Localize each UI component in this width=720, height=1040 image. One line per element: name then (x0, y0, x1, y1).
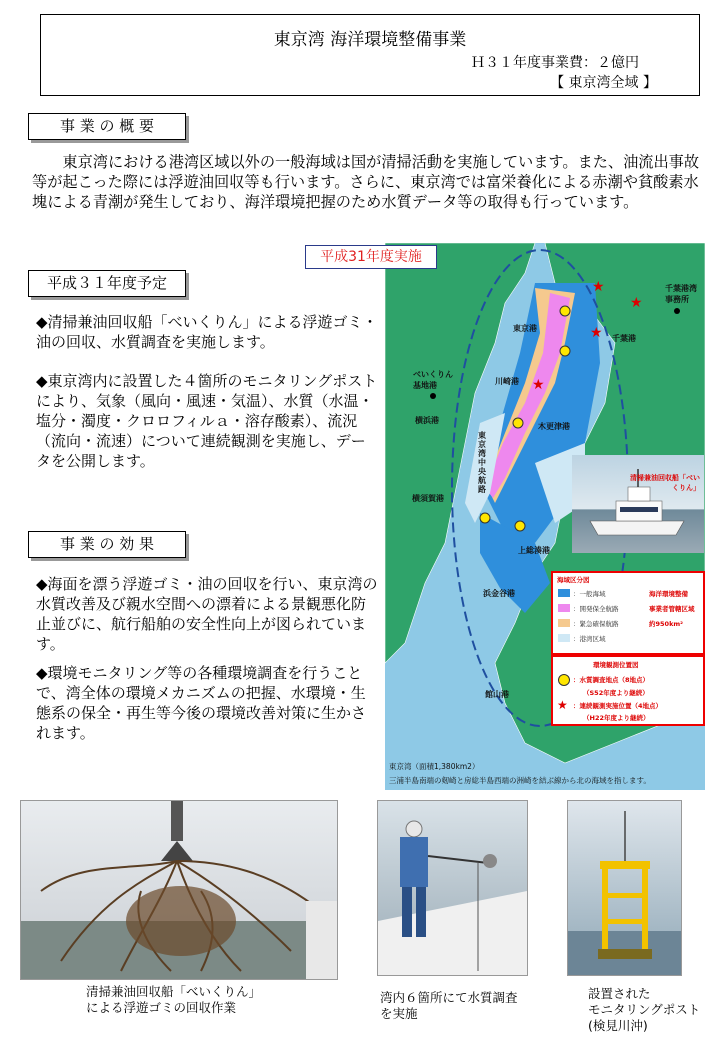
legend-area-division (551, 571, 705, 655)
photo1-caption-line1: 清掃兼油回収船「べいくりん」 (86, 984, 262, 999)
photo3-caption-line1: 設置された (588, 986, 651, 1001)
svg-text:★: ★ (630, 295, 643, 311)
yellow-point-icon (558, 674, 570, 686)
photo3-caption-line2: モニタリングポスト (588, 1002, 701, 1017)
legend-continuous-points: ：連続観測実施位置（4地点） (573, 702, 663, 710)
ship-photo (572, 455, 704, 553)
swatch-emergency (558, 619, 570, 627)
legend-note-2: 事業者管轄区域 (649, 605, 695, 613)
effect-bullet-2: ◆環境モニタリング等の各種環境調査を行うことで、湾全体の環境メカニズムの把握、水環境・生態系の保全・再生等今後の環境改善対策に生かされます。 (36, 664, 367, 742)
label-chiba-port: 千葉港 (612, 334, 636, 343)
page-title: 東京湾 海洋環境整備事業 (273, 30, 467, 50)
map-footer-1: 東京湾（面積1,380km2） (389, 762, 480, 771)
photo-water-survey (377, 800, 528, 976)
monitoring-post-icon (568, 801, 681, 975)
label-chiba-office: 千葉港湾 事務所 (665, 284, 697, 304)
title-box (40, 14, 700, 96)
label-kisarazu-port: 木更津港 (538, 422, 570, 431)
label-kawasaki-port: 川崎港 (495, 377, 519, 386)
swatch-port (558, 634, 570, 642)
svg-text:★: ★ (532, 377, 545, 393)
label-tokyo-port: 東京港 (513, 324, 537, 333)
legend-port: ：港湾区域 (573, 635, 606, 643)
photo-debris-collection (20, 800, 338, 980)
plan-bullet-2: ◆東京湾内に設置した４箇所のモニタリングポストにより、気象（風向・風速・気温）、水質（水温・塩分・濁度・クロロフィルａ・溶存酸素）、流況（流向・流速）について連続観測を実施し、データを公開します。 (36, 372, 378, 470)
label-tateyama-port: 館山港 (485, 690, 509, 699)
red-star-icon: ★ (557, 698, 568, 712)
photo3-caption-line3: (検見川沖) (588, 1018, 648, 1033)
legend-continuous-since: （H22年度より継続） (583, 714, 650, 722)
overview-text: 東京湾における港湾区域以外の一般海域は国が清掃活動を実施しています。また、油流出事故等が起こった際には浮遊油回収等も行います。さらに、東京湾では富栄養化による赤潮や貧酸素水塊による青潮が発生しており、海洋環境把握のため水質データ等の取得も行っています。 (32, 153, 700, 211)
photo2-caption-line2: を実施 (380, 1006, 418, 1021)
legend-area-title: 海域区分図 (557, 576, 590, 584)
svg-text:★: ★ (592, 279, 605, 295)
legend-monitor-title: 環境観測位置図 (593, 661, 639, 669)
label-bayclean-base: べいくりん 基地港 (413, 370, 453, 390)
legend-note-1: 海洋環境整備 (649, 590, 688, 598)
photo2-caption-line1: 湾内６箇所にて水質調査 (380, 990, 518, 1005)
swatch-dev-channel (558, 604, 570, 612)
map-footer-2: 三浦半島南端の剱崎と房総半島西端の洲崎を結ぶ線から北の海域を指します。 (389, 776, 651, 785)
legend-general: ：一般海域 (573, 590, 606, 598)
fy31-banner: 平成31年度実施 (305, 245, 437, 269)
plan-heading: 平成３１年度予定 (28, 270, 186, 297)
photo1-caption-line2: による浮遊ゴミの回収作業 (86, 1000, 237, 1015)
legend-dev-channel: ：開発保全航路 (573, 605, 619, 613)
debris-illustration (21, 801, 337, 979)
budget-label: Ｈ３１年度事業費：２億円 (471, 55, 639, 71)
effect-bullet-1: ◆海面を漂う浮遊ゴミ・油の回収を行い、東京湾の水質改善及び親水空間への漂着による景観悪化防止並びに、航行船舶の安全性向上が図られています。 (36, 575, 378, 653)
legend-water-since: （S52年度より継続） (583, 689, 649, 697)
ship-icon (572, 455, 704, 553)
svg-text:★: ★ (590, 325, 603, 341)
label-central-channel: 東京湾中央航路 (478, 431, 486, 494)
photo-monitoring-post (567, 800, 682, 976)
survey-illustration (378, 801, 527, 975)
label-kazusa-port: 上総湊港 (518, 546, 550, 555)
legend-note-3: 約950km² (649, 620, 684, 628)
plan-bullet-1: ◆清掃兼油回収船「べいくりん」による浮遊ゴミ・油の回収、水質調査を実施します。 (36, 313, 378, 351)
legend-emergency: ：緊急確保航路 (573, 620, 619, 628)
legend-monitoring (551, 655, 705, 726)
effect-heading: 事 業 の 効 果 (28, 531, 186, 558)
label-yokohama-port: 横浜港 (415, 416, 439, 425)
area-label: 【 東京湾全域 】 (550, 75, 657, 91)
label-hamakanaya-port: 浜金谷港 (483, 589, 515, 598)
label-yokosuka-port: 横須賀港 (412, 494, 444, 503)
swatch-general (558, 589, 570, 597)
ship-caption: 清掃兼油回収船「べいくりん」 (630, 474, 700, 492)
legend-water-points: ：水質調査地点（8地点） (573, 676, 650, 684)
overview-heading: 事 業 の 概 要 (28, 113, 186, 140)
